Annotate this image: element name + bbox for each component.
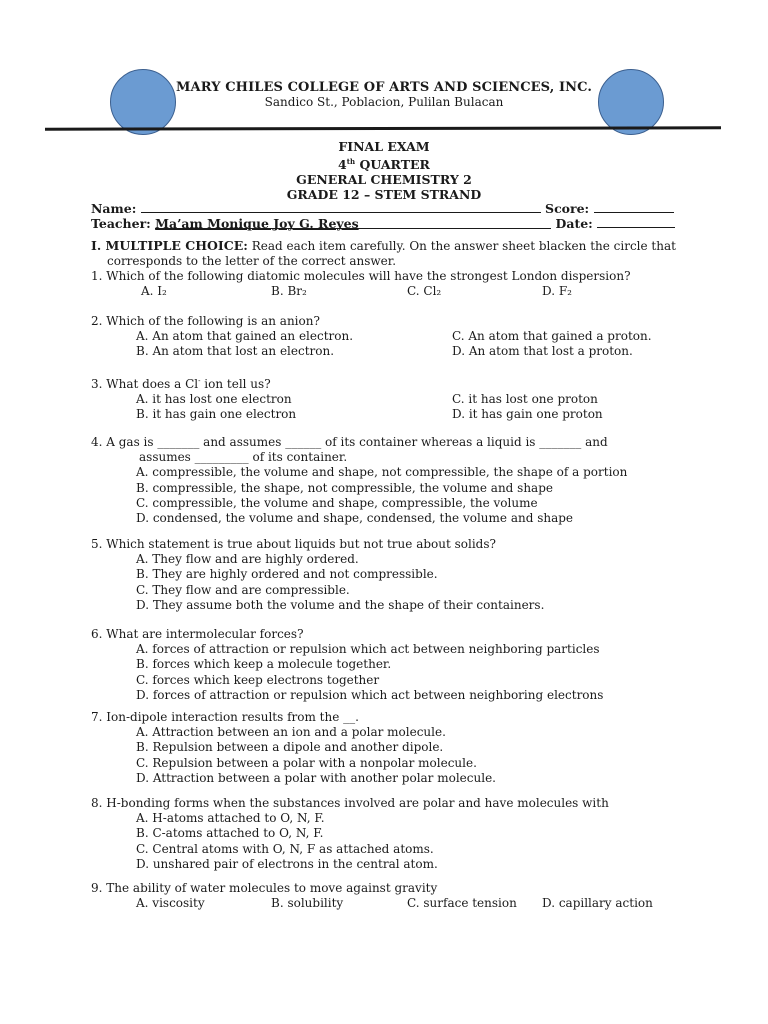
option-a[interactable]: A. compressible, the volume and shape, not compressible, the shape of a portion <box>136 465 628 480</box>
option-d[interactable]: D. it has gain one proton <box>452 407 603 422</box>
option-a[interactable]: A. Attraction between an ion and a polar molecule. <box>136 725 446 740</box>
option-d[interactable]: D. unshared pair of electrons in the central atom. <box>136 856 438 871</box>
exam-grade: GRADE 12 – STEM STRAND <box>286 187 482 203</box>
date-blank[interactable] <box>597 215 675 228</box>
date-label: Date: <box>555 216 593 231</box>
question-stem: 4. A gas is _______ and assumes ______ of its container whereas a liquid is _______ and <box>91 435 608 449</box>
options-row <box>91 344 711 359</box>
teacher-blank <box>155 216 551 229</box>
option-c[interactable]: C. compressible, the volume and shape, compressible, the volume <box>136 495 538 510</box>
option-b[interactable]: B. solubility <box>271 896 344 911</box>
question-stem-post: ion tell us? <box>200 377 271 391</box>
option-a[interactable]: A. it has lost one electron <box>136 392 292 407</box>
exam-subject: GENERAL CHEMISTRY 2 <box>296 172 472 188</box>
option-b[interactable]: B. An atom that lost an electron. <box>136 344 335 359</box>
instructions-text-1: Read each item carefully. On the answer sheet blacken the circle that <box>251 239 676 253</box>
option-c[interactable]: C. An atom that gained a proton. <box>452 329 652 344</box>
section-label: I. MULTIPLE CHOICE: <box>91 238 248 253</box>
question-stem: 7. Ion-dipole interaction results from the __. <box>91 710 359 724</box>
school-address: Sandico St., Poblacion, Pulilan Bulacan <box>264 95 504 109</box>
quarter-suffix: th <box>346 157 356 166</box>
option-b[interactable]: B. Br₂ <box>271 284 307 299</box>
option-c[interactable]: C. Repulsion between a polar with a nonpolar molecule. <box>136 755 477 770</box>
option-d[interactable]: D. forces of attraction or repulsion which act between neighboring electrons <box>136 687 604 702</box>
quarter-number: 4 <box>338 157 347 173</box>
option-c[interactable]: C. it has lost one proton <box>452 392 598 407</box>
teacher-row <box>91 215 675 231</box>
option-a[interactable]: A. I₂ <box>141 284 167 299</box>
option-d[interactable]: D. F₂ <box>542 284 572 299</box>
options-row <box>91 392 711 407</box>
score-label: Score: <box>545 201 590 216</box>
teacher-label: Teacher: <box>91 216 151 231</box>
options-row <box>91 284 711 299</box>
question-stem: 1. Which of the following diatomic molecules will have the strongest London dispersion? <box>91 269 631 283</box>
question-stem-cont: assumes _________ of its container. <box>139 450 348 465</box>
option-a[interactable]: A. H-atoms attached to O, N, F. <box>136 811 325 826</box>
option-a[interactable]: A. They flow and are highly ordered. <box>136 552 359 567</box>
options-row <box>91 329 711 344</box>
question-9 <box>91 881 711 911</box>
instructions <box>91 238 691 269</box>
question-2 <box>91 314 711 360</box>
exam-title: FINAL EXAM <box>338 139 430 154</box>
teacher-name: Ma’am Monique Joy G. Reyes <box>155 216 359 231</box>
option-c[interactable]: C. Cl₂ <box>407 284 442 299</box>
exam-heading <box>0 139 768 202</box>
question-6 <box>91 627 711 703</box>
option-c[interactable]: C. Central atoms with O, N, F as attached atoms. <box>136 841 434 856</box>
option-d[interactable]: D. They assume both the volume and the shape of their containers. <box>136 597 545 612</box>
option-a[interactable]: A. viscosity <box>136 896 205 911</box>
quarter-word: QUARTER <box>359 157 430 173</box>
option-c[interactable]: C. surface tension <box>407 896 517 911</box>
exam-quarter <box>0 154 768 172</box>
option-b[interactable]: B. it has gain one electron <box>136 407 297 422</box>
option-a[interactable]: A. forces of attraction or repulsion which act between neighboring particles <box>136 642 600 657</box>
name-blank[interactable] <box>141 200 541 213</box>
question-stem: 5. Which statement is true about liquids but not true about solids? <box>91 537 496 551</box>
question-3 <box>91 374 711 423</box>
question-7 <box>91 710 711 786</box>
option-c[interactable]: C. forces which keep electrons together <box>136 672 380 687</box>
option-b[interactable]: B. Repulsion between a dipole and another dipole. <box>136 740 444 755</box>
option-d[interactable]: D. condensed, the volume and shape, condensed, the volume and shape <box>136 511 574 526</box>
option-d[interactable]: D. An atom that lost a proton. <box>452 344 633 359</box>
option-b[interactable]: B. C-atoms attached to O, N, F. <box>136 826 324 841</box>
options-row <box>91 407 711 422</box>
score-blank[interactable] <box>594 200 674 213</box>
question-8 <box>91 796 711 872</box>
name-label: Name: <box>91 201 137 216</box>
question-stem <box>91 374 711 392</box>
option-c[interactable]: C. They flow and are compressible. <box>136 582 350 597</box>
option-b[interactable]: B. They are highly ordered and not compressible. <box>136 567 438 582</box>
option-a[interactable]: A. An atom that gained an electron. <box>136 329 354 344</box>
name-row <box>91 200 674 216</box>
option-d[interactable]: D. capillary action <box>542 896 653 911</box>
option-d[interactable]: D. Attraction between a polar with another polar molecule. <box>136 770 496 785</box>
question-stem-sup: - <box>198 377 201 385</box>
question-stem: 6. What are intermolecular forces? <box>91 627 304 641</box>
question-stem: 9. The ability of water molecules to move against gravity <box>91 881 438 895</box>
option-b[interactable]: B. compressible, the shape, not compressible, the volume and shape <box>136 480 553 495</box>
question-stem: 8. H-bonding forms when the substances involved are polar and have molecules with <box>91 796 609 810</box>
question-stem-pre: 3. What does a Cl <box>91 377 199 391</box>
option-b[interactable]: B. forces which keep a molecule together. <box>136 657 392 672</box>
options-row <box>91 896 711 911</box>
question-stem: 2. Which of the following is an anion? <box>91 314 320 328</box>
question-1 <box>91 269 711 299</box>
question-5 <box>91 537 711 613</box>
instructions-text-2: corresponds to the letter of the correct answer. <box>107 254 397 268</box>
question-4 <box>91 435 711 526</box>
school-name: MARY CHILES COLLEGE OF ARTS AND SCIENCES, INC. <box>176 80 592 95</box>
